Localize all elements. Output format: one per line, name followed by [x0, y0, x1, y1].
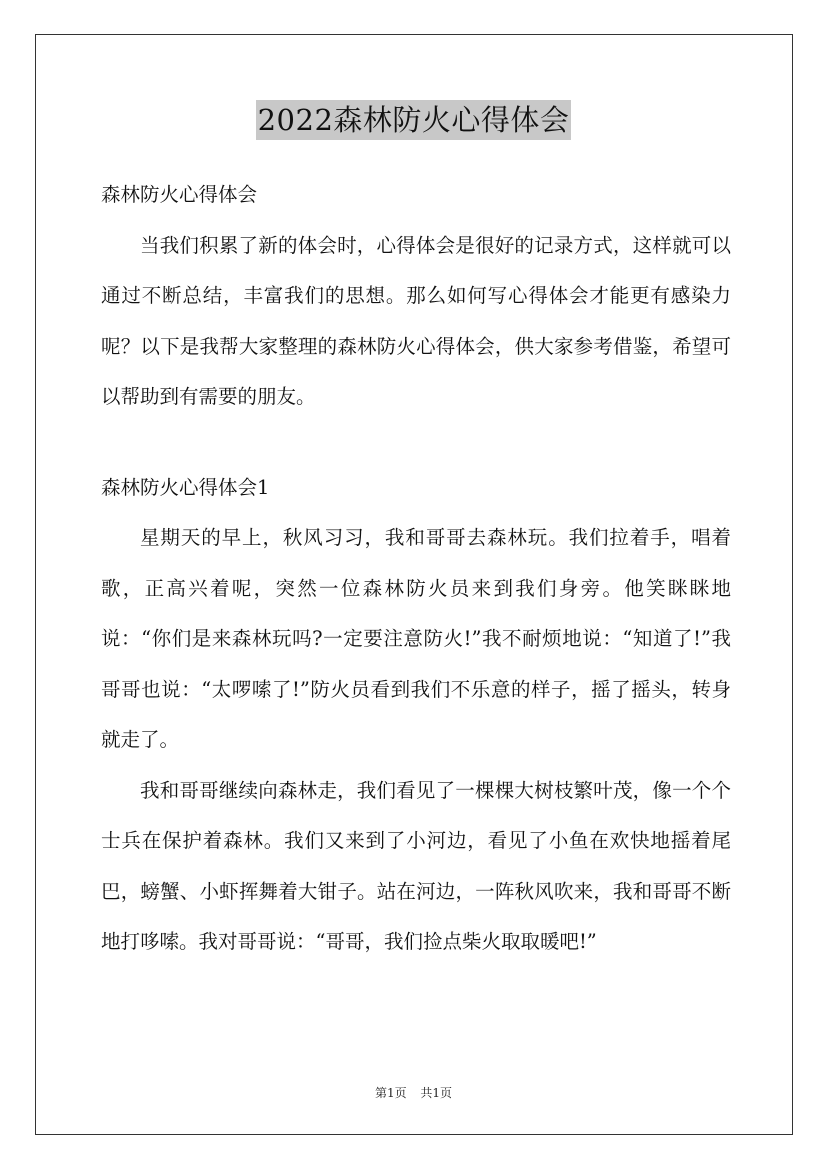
page-number: 第1页: [374, 1086, 407, 1100]
document-body: [101, 170, 731, 968]
section-heading: 森林防火心得体会: [101, 183, 258, 206]
title-container: [0, 100, 827, 140]
intro-paragraph: 当我们积累了新的体会时，心得体会是很好的记录方式，这样就可以通过不断总结，丰富我们的思想。那么如何写心得体会才能更有感染力呢？以下是我帮大家整理的森林防火心得体会，供大家参考借鉴，希望可以帮助到有需要的朋友。: [101, 233, 731, 408]
document-title: 2022森林防火心得体会: [256, 100, 572, 140]
essay-paragraph-1: 星期天的早上，秋风习习，我和哥哥去森林玩。我们拉着手，唱着歌，正高兴着呢，突然一位森林防火员来到我们身旁。他笑眯眯地说：“你们是来森林玩吗?一定要注意防火!”我不耐烦地说：“知道了!”我哥哥也说：“太啰嗦了!”防火员看到我们不乐意的样子，摇了摇头，转身就走了。: [101, 526, 731, 751]
section-spacer: [101, 423, 731, 463]
essay-heading: 森林防火心得体会1: [101, 475, 270, 499]
page-total: 共1页: [420, 1086, 453, 1100]
essay-paragraph-2: 我和哥哥继续向森林走，我们看见了一棵棵大树枝繁叶茂，像一个个士兵在保护着森林。我们又来到了小河边，看见了小鱼在欢快地摇着尾巴，螃蟹、小虾挥舞着大钳子。站在河边，一阵秋风吹来，我和哥哥不断地打哆嗦。我对哥哥说：“哥哥，我们捡点柴火取取暖吧!”: [101, 778, 731, 953]
page-footer: [0, 1085, 827, 1101]
